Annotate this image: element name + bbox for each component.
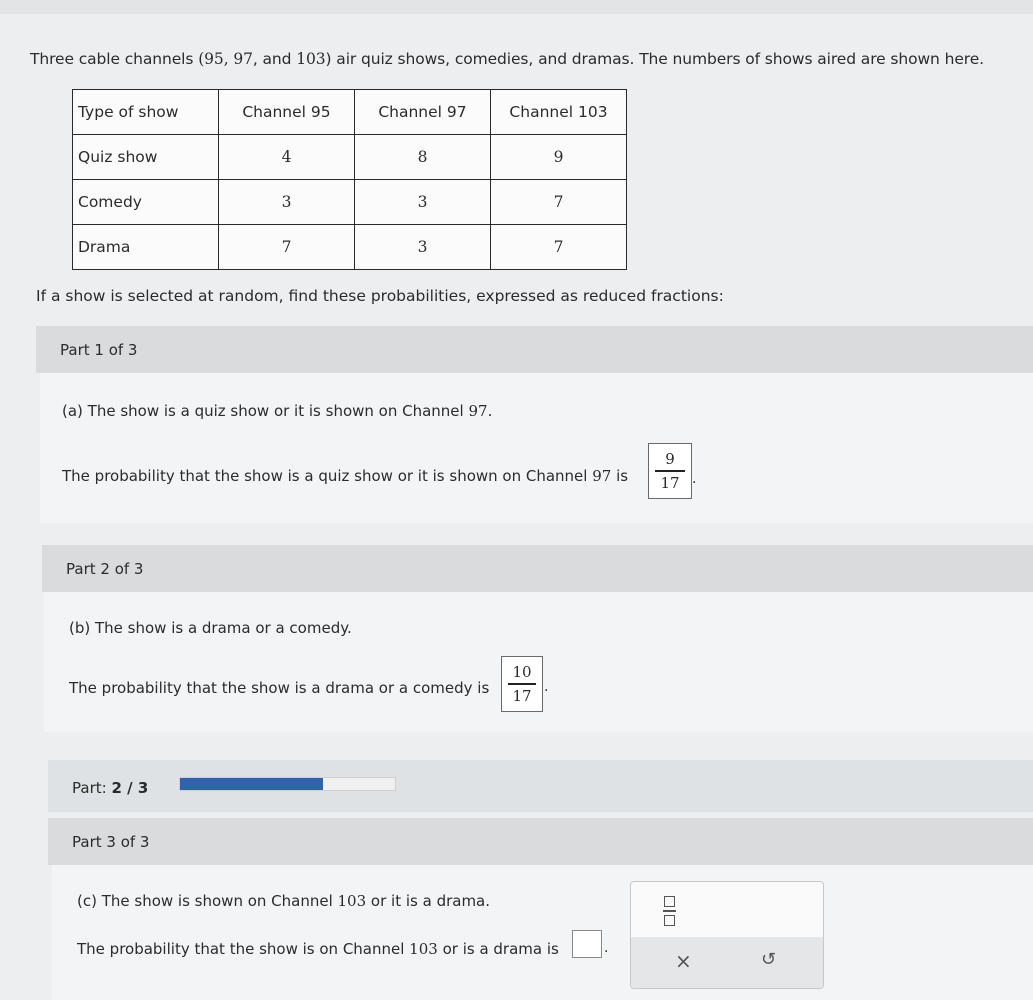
part2-header (42, 545, 1033, 592)
table-header: Channel 103 (491, 90, 627, 135)
part3-header-label: Part 3 of 3 (72, 832, 150, 851)
intro-text: Three cable channels (30, 50, 199, 68)
progress-total: 3 (137, 779, 149, 797)
progress-label (72, 779, 148, 797)
table-header-row (73, 90, 627, 135)
part1-answer-fraction[interactable] (648, 443, 692, 499)
table-cell: 7 (491, 180, 627, 225)
tool-actions (631, 937, 823, 988)
progress-sep: / (121, 779, 138, 797)
part1-body (40, 373, 1033, 523)
table-cell: Drama (73, 225, 219, 270)
part1-prompt-end: . (487, 402, 493, 420)
table-cell: 3 (355, 180, 491, 225)
progress-fill (180, 778, 323, 790)
intro-paren: ( (198, 50, 205, 68)
progress-row (48, 760, 1033, 812)
part3-answer-sentence (77, 940, 559, 958)
part2-period: . (544, 679, 549, 695)
table-cell: Comedy (73, 180, 219, 225)
table-cell: 9 (491, 135, 627, 180)
table-cell: 7 (491, 225, 627, 270)
intro-sep: , and (252, 50, 297, 68)
part3-period: . (604, 940, 609, 956)
fraction-bar (655, 470, 684, 472)
part2-answer-fraction[interactable] (501, 656, 543, 712)
table-header: Channel 97 (355, 90, 491, 135)
part3-prompt (77, 892, 490, 910)
intro-channel-103: 103 (296, 50, 326, 68)
fraction-line (663, 910, 676, 912)
table-row (73, 135, 627, 180)
table-row (73, 180, 627, 225)
question-text: If a show is selected at random, find these probabilities, expressed as reduced fractions: (36, 287, 724, 305)
part3-body (52, 865, 1033, 1000)
intro-text-end: ) air quiz shows, comedies, and dramas. The numbers of shows aired are shown here. (325, 50, 984, 68)
intro-channel-95: 95 (204, 50, 224, 68)
part1-period: . (692, 471, 697, 487)
table-cell: 4 (219, 135, 355, 180)
progress-label-text: Part: (72, 779, 112, 797)
part3-answer-input[interactable] (572, 930, 602, 958)
table-cell: 3 (355, 225, 491, 270)
intro-sep: , (223, 50, 234, 68)
table-cell: 7 (219, 225, 355, 270)
shows-table (72, 89, 627, 270)
part3-header (48, 818, 1033, 865)
fraction-icon[interactable] (661, 896, 677, 926)
problem-intro (30, 50, 984, 68)
part3-prompt-text: (c) The show is shown on Channel (77, 892, 338, 910)
undo-icon[interactable]: ↺ (761, 949, 777, 970)
part3-answer-channel: 103 (409, 940, 438, 958)
part3-answer-text-end: or is a drama is (437, 940, 559, 958)
part2-header-label: Part 2 of 3 (66, 559, 144, 578)
part2-numerator: 10 (512, 663, 532, 682)
part1-prompt-channel: 97 (468, 402, 488, 420)
table-cell: 3 (219, 180, 355, 225)
table-header: Channel 95 (219, 90, 355, 135)
part1-header-label: Part 1 of 3 (60, 340, 138, 359)
part1-answer-text-end: is (611, 467, 629, 485)
part1-answer-channel: 97 (592, 467, 612, 485)
denominator-slot (664, 915, 675, 926)
part2-body (44, 592, 1033, 732)
table-cell: 8 (355, 135, 491, 180)
part3-answer-text: The probability that the show is on Channel (77, 940, 410, 958)
table-header: Type of show (73, 90, 219, 135)
part1-answer-text: The probability that the show is a quiz show or it is shown on Channel (62, 467, 593, 485)
fraction-bar (508, 683, 536, 685)
part1-prompt-text: (a) The show is a quiz show or it is shown on Channel (62, 402, 469, 420)
numerator-slot (664, 896, 675, 907)
part1-header (36, 326, 1033, 373)
intro-channel-97: 97 (233, 50, 253, 68)
part2-denominator: 17 (512, 686, 532, 705)
part3-prompt-channel: 103 (337, 892, 367, 910)
part2-prompt: (b) The show is a drama or a comedy. (69, 619, 352, 637)
part1-denominator: 17 (660, 473, 680, 492)
clear-icon[interactable]: × (675, 949, 692, 973)
table-cell: Quiz show (73, 135, 219, 180)
progress-current: 2 (111, 779, 122, 797)
part2-answer-sentence: The probability that the show is a drama or a comedy is (69, 679, 490, 697)
part3-prompt-end: or it is a drama. (366, 892, 491, 910)
math-tool-panel (630, 881, 824, 989)
part1-prompt (62, 402, 492, 420)
part1-answer-sentence (62, 467, 628, 485)
progress-bar (179, 777, 396, 791)
part1-numerator: 9 (665, 450, 675, 469)
top-bar (0, 0, 1033, 14)
table-row (73, 225, 627, 270)
